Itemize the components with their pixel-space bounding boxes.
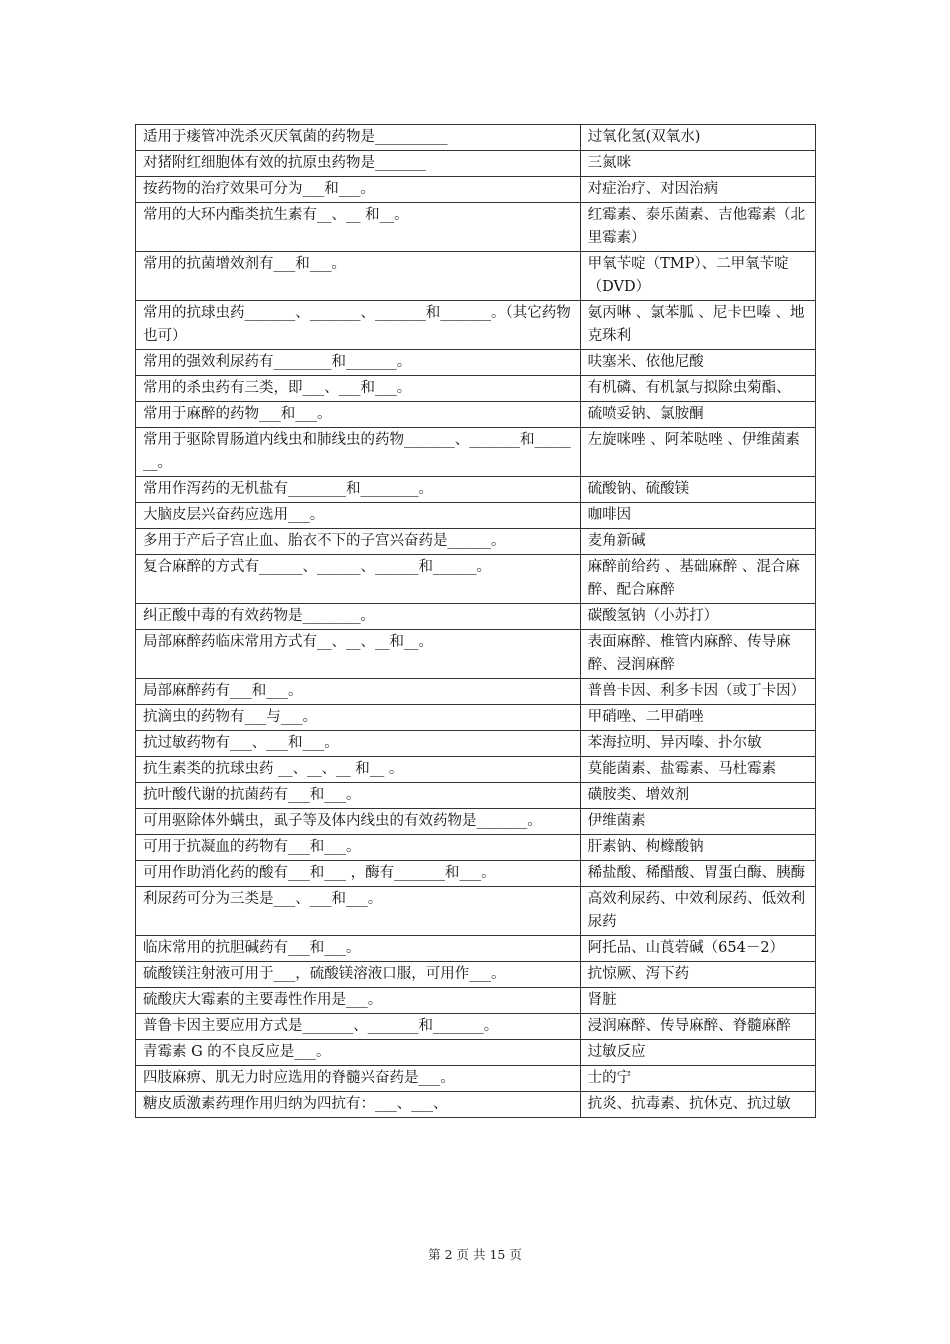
question-cell: 按药物的治疗效果可分为___和___。 xyxy=(136,177,581,203)
answer-cell: 麻醉前给药 、基础麻醉 、混合麻醉、配合麻醉 xyxy=(580,555,815,604)
question-cell: 可用作助消化药的酸有___和___ ，酶有_______和___。 xyxy=(136,861,581,887)
table-row xyxy=(136,402,816,428)
question-cell: 对猪附红细胞体有效的抗原虫药物是_______ xyxy=(136,151,581,177)
answer-cell: 过敏反应 xyxy=(580,1040,815,1066)
answer-cell: 肝素钠、枸橼酸钠 xyxy=(580,835,815,861)
question-cell: 普鲁卡因主要应用方式是_______、_______和_______。 xyxy=(136,1014,581,1040)
table-row xyxy=(136,679,816,705)
table-row xyxy=(136,376,816,402)
answer-cell: 阿托品、山莨菪碱（654－2） xyxy=(580,936,815,962)
table-row xyxy=(136,887,816,936)
table-row xyxy=(136,835,816,861)
answer-cell: 硫喷妥钠、氯胺酮 xyxy=(580,402,815,428)
question-cell: 常用的杀虫药有三类，即___、___和___。 xyxy=(136,376,581,402)
answer-cell: 三氮咪 xyxy=(580,151,815,177)
answer-cell: 甲硝唑、二甲硝唑 xyxy=(580,705,815,731)
question-cell: 多用于产后子宫止血、胎衣不下的子宫兴奋药是______。 xyxy=(136,529,581,555)
answer-cell: 稀盐酸、稀醋酸、胃蛋白酶、胰酶 xyxy=(580,861,815,887)
table-row xyxy=(136,301,816,350)
question-cell: 常用于麻醉的药物___和___。 xyxy=(136,402,581,428)
table-row xyxy=(136,151,816,177)
answer-cell: 抗惊厥、泻下药 xyxy=(580,962,815,988)
table-row xyxy=(136,861,816,887)
table-row xyxy=(136,936,816,962)
answer-cell: 抗炎、抗毒素、抗休克、抗过敏 xyxy=(580,1092,815,1118)
answer-cell: 肾脏 xyxy=(580,988,815,1014)
question-cell: 抗生素类的抗球虫药 __、__、__ 和__ 。 xyxy=(136,757,581,783)
table-row xyxy=(136,1014,816,1040)
question-cell: 青霉素 G 的不良反应是___。 xyxy=(136,1040,581,1066)
table-row xyxy=(136,350,816,376)
table-row xyxy=(136,477,816,503)
answer-cell: 有机磷、有机氯与拟除虫菊酯、 xyxy=(580,376,815,402)
answer-cell: 莫能菌素、盐霉素、马杜霉素 xyxy=(580,757,815,783)
table-row xyxy=(136,555,816,604)
table-row xyxy=(136,988,816,1014)
question-cell: 纠正酸中毒的有效药物是________。 xyxy=(136,604,581,630)
question-cell: 局部麻醉药有___和___。 xyxy=(136,679,581,705)
answer-cell: 表面麻醉、椎管内麻醉、传导麻醉、浸润麻醉 xyxy=(580,630,815,679)
table-row xyxy=(136,783,816,809)
question-cell: 硫酸镁注射液可用于___，硫酸镁溶液口服，可用作___。 xyxy=(136,962,581,988)
question-cell: 常用的强效利尿药有________和_______。 xyxy=(136,350,581,376)
answer-cell: 甲氧苄啶（TMP）、二甲氧苄啶（DVD） xyxy=(580,252,815,301)
table-row xyxy=(136,125,816,151)
answer-cell: 麦角新碱 xyxy=(580,529,815,555)
table-row xyxy=(136,630,816,679)
question-cell: 硫酸庆大霉素的主要毒性作用是___。 xyxy=(136,988,581,1014)
question-cell: 常用的抗球虫药_______、_______、_______和_______。（其它药物也可） xyxy=(136,301,581,350)
question-cell: 常用的抗菌增效剂有___和___。 xyxy=(136,252,581,301)
table-row xyxy=(136,428,816,477)
table-row xyxy=(136,503,816,529)
question-cell: 局部麻醉药临床常用方式有__、__、__和__。 xyxy=(136,630,581,679)
table-row xyxy=(136,252,816,301)
question-cell: 常用的大环内酯类抗生素有__、__ 和__。 xyxy=(136,203,581,252)
question-cell: 常用于驱除胃肠道内线虫和肺线虫的药物_______、_______和_______。 xyxy=(136,428,581,477)
table-row xyxy=(136,1040,816,1066)
question-cell: 常用作泻药的无机盐有________和________。 xyxy=(136,477,581,503)
answer-cell: 浸润麻醉、传导麻醉、脊髓麻醉 xyxy=(580,1014,815,1040)
table-row xyxy=(136,1066,816,1092)
answer-cell: 磺胺类、增效剂 xyxy=(580,783,815,809)
answer-cell: 普兽卡因、利多卡因（或丁卡因） xyxy=(580,679,815,705)
table-row xyxy=(136,731,816,757)
table-row xyxy=(136,529,816,555)
answer-cell: 伊维菌素 xyxy=(580,809,815,835)
table-row xyxy=(136,809,816,835)
question-cell: 大脑皮层兴奋药应选用___。 xyxy=(136,503,581,529)
answer-cell: 左旋咪唑 、阿苯哒唑 、伊维菌素 xyxy=(580,428,815,477)
answer-cell: 对症治疗、对因治病 xyxy=(580,177,815,203)
question-cell: 糖皮质激素药理作用归纳为四抗有：___、___、 xyxy=(136,1092,581,1118)
answer-cell: 高效利尿药、中效利尿药、低效利尿药 xyxy=(580,887,815,936)
question-cell: 可用于抗凝血的药物有___和___。 xyxy=(136,835,581,861)
table-row xyxy=(136,203,816,252)
answer-cell: 咖啡因 xyxy=(580,503,815,529)
question-cell: 复合麻醉的方式有______、______、______和______。 xyxy=(136,555,581,604)
question-cell: 抗滴虫的药物有___与___。 xyxy=(136,705,581,731)
answer-cell: 碳酸氢钠（小苏打） xyxy=(580,604,815,630)
answer-cell: 氨丙啉 、氯苯胍 、尼卡巴嗪 、地克珠利 xyxy=(580,301,815,350)
answer-cell: 呋塞米、依他尼酸 xyxy=(580,350,815,376)
question-cell: 四肢麻痹、肌无力时应选用的脊髓兴奋药是___。 xyxy=(136,1066,581,1092)
question-cell: 抗过敏药物有___、___和___。 xyxy=(136,731,581,757)
page-footer: 第 2 页 共 15 页 xyxy=(428,1247,522,1262)
answer-cell: 过氧化氢(双氧水) xyxy=(580,125,815,151)
table-row xyxy=(136,1092,816,1118)
question-cell: 适用于瘘管冲洗杀灭厌氧菌的药物是__________ xyxy=(136,125,581,151)
question-cell: 临床常用的抗胆碱药有___和___。 xyxy=(136,936,581,962)
table-row xyxy=(136,604,816,630)
qa-table xyxy=(135,124,816,1118)
table-row xyxy=(136,962,816,988)
table-row xyxy=(136,757,816,783)
question-cell: 可用驱除体外螨虫，虱子等及体内线虫的有效药物是_______。 xyxy=(136,809,581,835)
question-cell: 利尿药可分为三类是___、___和___。 xyxy=(136,887,581,936)
answer-cell: 硫酸钠、硫酸镁 xyxy=(580,477,815,503)
qa-table-body xyxy=(136,125,816,1118)
question-cell: 抗叶酸代谢的抗菌药有___和___。 xyxy=(136,783,581,809)
answer-cell: 士的宁 xyxy=(580,1066,815,1092)
answer-cell: 红霉素、泰乐菌素、吉他霉素（北里霉素） xyxy=(580,203,815,252)
table-row xyxy=(136,177,816,203)
answer-cell: 苯海拉明、异丙嗪、扑尔敏 xyxy=(580,731,815,757)
table-row xyxy=(136,705,816,731)
